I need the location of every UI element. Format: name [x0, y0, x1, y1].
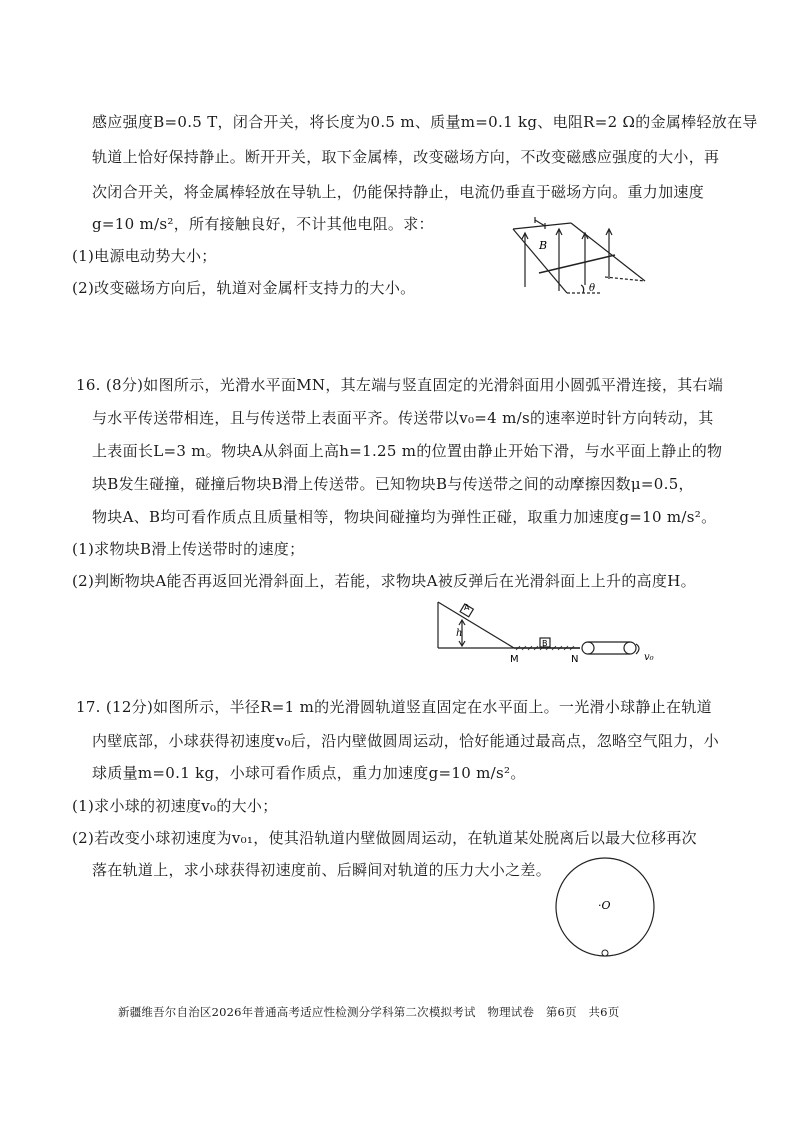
q15-line-4: g=10 m/s²，所有接触良好，不计其他电阻。求：	[92, 215, 434, 233]
q16-label-n: N	[571, 654, 579, 665]
q16-subquestion-2: (2)判断物块A能否再返回光滑斜面上，若能，求物块A被反弹后在光滑斜面上上升的高度H。	[72, 572, 696, 590]
q15-line-2: 轨道上恰好保持静止。断开开关，取下金属棒，改变磁场方向，不改变磁感应强度的大小，再	[92, 148, 720, 166]
q17-circle-track-figure	[550, 855, 660, 965]
q15-label-b: B	[539, 239, 548, 252]
q16-incline-conveyor-figure	[430, 598, 665, 670]
q16-subquestion-1: (1)求物块B滑上传送带时的速度；	[72, 540, 305, 558]
q16-label-v0: v₀	[644, 652, 654, 663]
q15-subquestion-1: (1)电源电动势大小；	[72, 247, 217, 265]
q16-label-h: h	[456, 628, 463, 639]
q17-subquestion-1: (1)求小球的初速度v₀的大小；	[72, 797, 278, 815]
q16-line-5: 物块A、B均可看作质点且质量相等，物块间碰撞均为弹性正碰，取重力加速度g=10 m/s²。	[92, 508, 717, 526]
q16-line-4: 块B发生碰撞，碰撞后物块B滑上传送带。已知物块B与传送带之间的动摩擦因数μ=0.5，	[92, 475, 694, 493]
q16-label-a: A	[464, 603, 470, 612]
q15-line-3: 次闭合开关，将金属棒轻放在导轨上，仍能保持静止，电流仍垂直于磁场方向。重力加速度	[92, 183, 705, 201]
q16-line-2: 与水平传送带相连，且与传送带上表面平齐。传送带以v₀=4 m/s的速率逆时针方向转动，其	[92, 409, 714, 427]
q17-line-1: 17. (12分)如图所示，半径R=1 m的光滑圆轨道竖直固定在水平面上。一光滑小球静止在轨道	[76, 698, 712, 716]
q15-label-theta: θ	[589, 283, 596, 294]
page-footer: 新疆维吾尔自治区2026年普通高考适应性检测分学科第二次模拟考试 物理试卷 第6页 共6页	[118, 1005, 620, 1019]
q15-rail-figure	[505, 215, 655, 305]
q16-label-b: B	[542, 639, 548, 648]
q15-subquestion-2: (2)改变磁场方向后，轨道对金属杆支持力的大小。	[72, 279, 416, 297]
q17-line-3: 球质量m=0.1 kg，小球可看作质点，重力加速度g=10 m/s²。	[92, 764, 526, 782]
q17-subquestion-2b: 落在轨道上，求小球获得初速度前、后瞬间对轨道的压力大小之差。	[92, 861, 552, 879]
q15-line-1: 感应强度B=0.5 T，闭合开关，将长度为0.5 m、质量m=0.1 kg、电阻R=2 Ω的金属棒轻放在导	[92, 113, 758, 131]
q16-line-1: 16. (8分)如图所示，光滑水平面MN，其左端与竖直固定的光滑斜面用小圆弧平滑连接，其右端	[76, 376, 724, 394]
q17-subquestion-2a: (2)若改变小球初速度为v₀₁，使其沿轨道内壁做圆周运动，在轨道某处脱离后以最大位移再次	[72, 829, 697, 847]
q17-line-2: 内壁底部，小球获得初速度v₀后，沿内壁做圆周运动，恰好能通过最高点，忽略空气阻力，小	[92, 732, 720, 750]
q16-line-3: 上表面长L=3 m。物块A从斜面上高h=1.25 m的位置由静止开始下滑，与水平面上静止的物	[92, 442, 723, 460]
q17-label-o: ·O	[598, 899, 611, 912]
q16-label-m: M	[510, 654, 519, 665]
